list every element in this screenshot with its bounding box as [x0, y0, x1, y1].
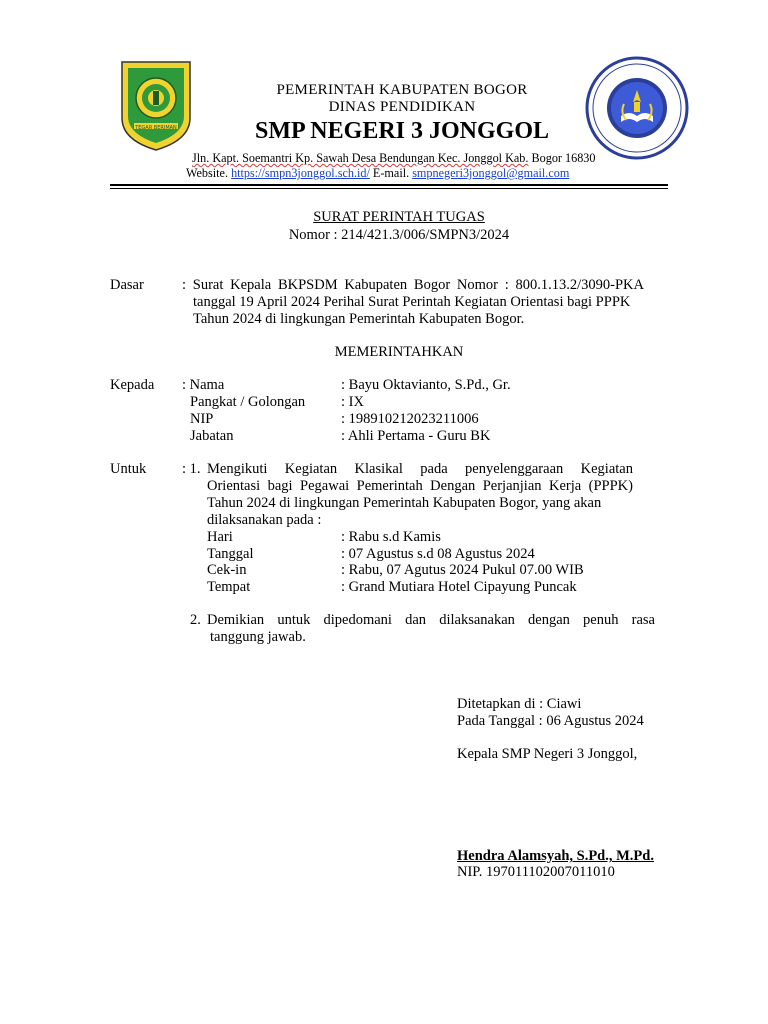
- dasar-line-1: : Surat Kepala BKPSDM Kabupaten Bogor Nomor : 800.1.13.2/3090-PKA: [182, 277, 644, 293]
- website-label: Website.: [186, 166, 232, 180]
- untuk-label: Untuk: [110, 461, 147, 477]
- untuk-item1-line-1: Mengikuti Kegiatan Klasikal pada penyelenggaraan Kegiatan: [207, 461, 633, 477]
- letterhead-school: SMP NEGERI 3 JONGGOL: [254, 118, 550, 144]
- detail-value-tanggal: : 07 Agustus s.d 08 Agustus 2024: [341, 546, 535, 562]
- untuk-item2-number: 2.: [190, 612, 201, 628]
- untuk-item1-number: : 1.: [182, 461, 201, 477]
- untuk-item1-line-2: Orientasi bagi Pegawai Pemerintah Dengan Perjanjian Kerja (PPPK): [207, 478, 633, 494]
- letterhead-divider-thick: [110, 184, 668, 186]
- untuk-item2-line-2: tanggung jawab.: [210, 629, 306, 645]
- letterhead-dept: DINAS PENDIDIKAN: [328, 99, 476, 115]
- dasar-line-3: Tahun 2024 di lingkungan Pemerintah Kabupaten Bogor.: [193, 311, 525, 327]
- kepada-key-pangkat: Pangkat / Golongan: [190, 394, 306, 410]
- untuk-item1-line-3: Tahun 2024 di lingkungan Pemerintah Kabupaten Bogor, yang akan: [207, 495, 602, 511]
- letterhead-divider-thin: [110, 188, 668, 189]
- kepada-key-nama: : Nama: [182, 377, 225, 393]
- address-text: Jln. Kapt. Soemantri Kp. Sawah Desa Bendungan Kec. Jonggol Kab.: [192, 151, 529, 165]
- address-postcode: Bogor 16830: [528, 151, 596, 165]
- kepada-key-jabatan: Jabatan: [190, 428, 234, 444]
- memerintahkan-heading: MEMERINTAHKAN: [334, 344, 464, 360]
- website-link[interactable]: https://smpn3jonggol.sch.id/: [231, 166, 370, 180]
- kepada-value-nama: : Bayu Oktavianto, S.Pd., Gr.: [341, 377, 511, 393]
- detail-key-cekin: Cek-in: [207, 562, 247, 578]
- email-link[interactable]: smpnegeri3jonggol@gmail.com: [412, 166, 570, 180]
- detail-value-hari: : Rabu s.d Kamis: [341, 529, 441, 545]
- document-title: SURAT PERINTAH TUGAS: [313, 209, 485, 225]
- document-number: Nomor : 214/421.3/006/SMPN3/2024: [288, 227, 510, 243]
- kepada-value-pangkat: : IX: [341, 394, 364, 410]
- detail-value-cekin: : Rabu, 07 Agutus 2024 Pukul 07.00 WIB: [341, 562, 584, 578]
- letterhead-gov: PEMERINTAH KABUPATEN BOGOR: [276, 82, 528, 98]
- letterhead-contacts: [186, 166, 569, 181]
- kepada-value-jabatan: : Ahli Pertama - Guru BK: [341, 428, 491, 444]
- detail-value-tempat: : Grand Mutiara Hotel Cipayung Puncak: [341, 579, 577, 595]
- detail-key-tempat: Tempat: [207, 579, 251, 595]
- letterhead-address: [192, 151, 595, 166]
- dasar-label: Dasar: [110, 277, 144, 293]
- detail-key-tanggal: Tanggal: [207, 546, 254, 562]
- kepada-value-nip: : 198910212023211006: [341, 411, 479, 427]
- ditetapkan-di: Ditetapkan di : Ciawi: [457, 696, 582, 712]
- detail-key-hari: Hari: [207, 529, 233, 545]
- kepada-key-nip: NIP: [190, 411, 214, 427]
- pada-tanggal: Pada Tanggal : 06 Agustus 2024: [457, 713, 644, 729]
- signatory-nip: NIP. 197011102007011010: [457, 864, 615, 880]
- untuk-item2-line-1: Demikian untuk dipedomani dan dilaksanakan dengan penuh rasa: [207, 612, 655, 628]
- email-label: E-mail.: [369, 166, 413, 180]
- signatory-name: Hendra Alamsyah, S.Pd., M.Pd.: [457, 848, 654, 864]
- logo-motto: TEGAR BERIMAN: [135, 125, 177, 131]
- dasar-line-2: tanggal 19 April 2024 Perihal Surat Perintah Kegiatan Orientasi bagi PPPK: [193, 294, 631, 310]
- signatory-position: Kepala SMP Negeri 3 Jonggol,: [457, 746, 638, 762]
- kepada-label: Kepada: [110, 377, 155, 393]
- untuk-item1-line-4: dilaksanakan pada :: [207, 512, 322, 528]
